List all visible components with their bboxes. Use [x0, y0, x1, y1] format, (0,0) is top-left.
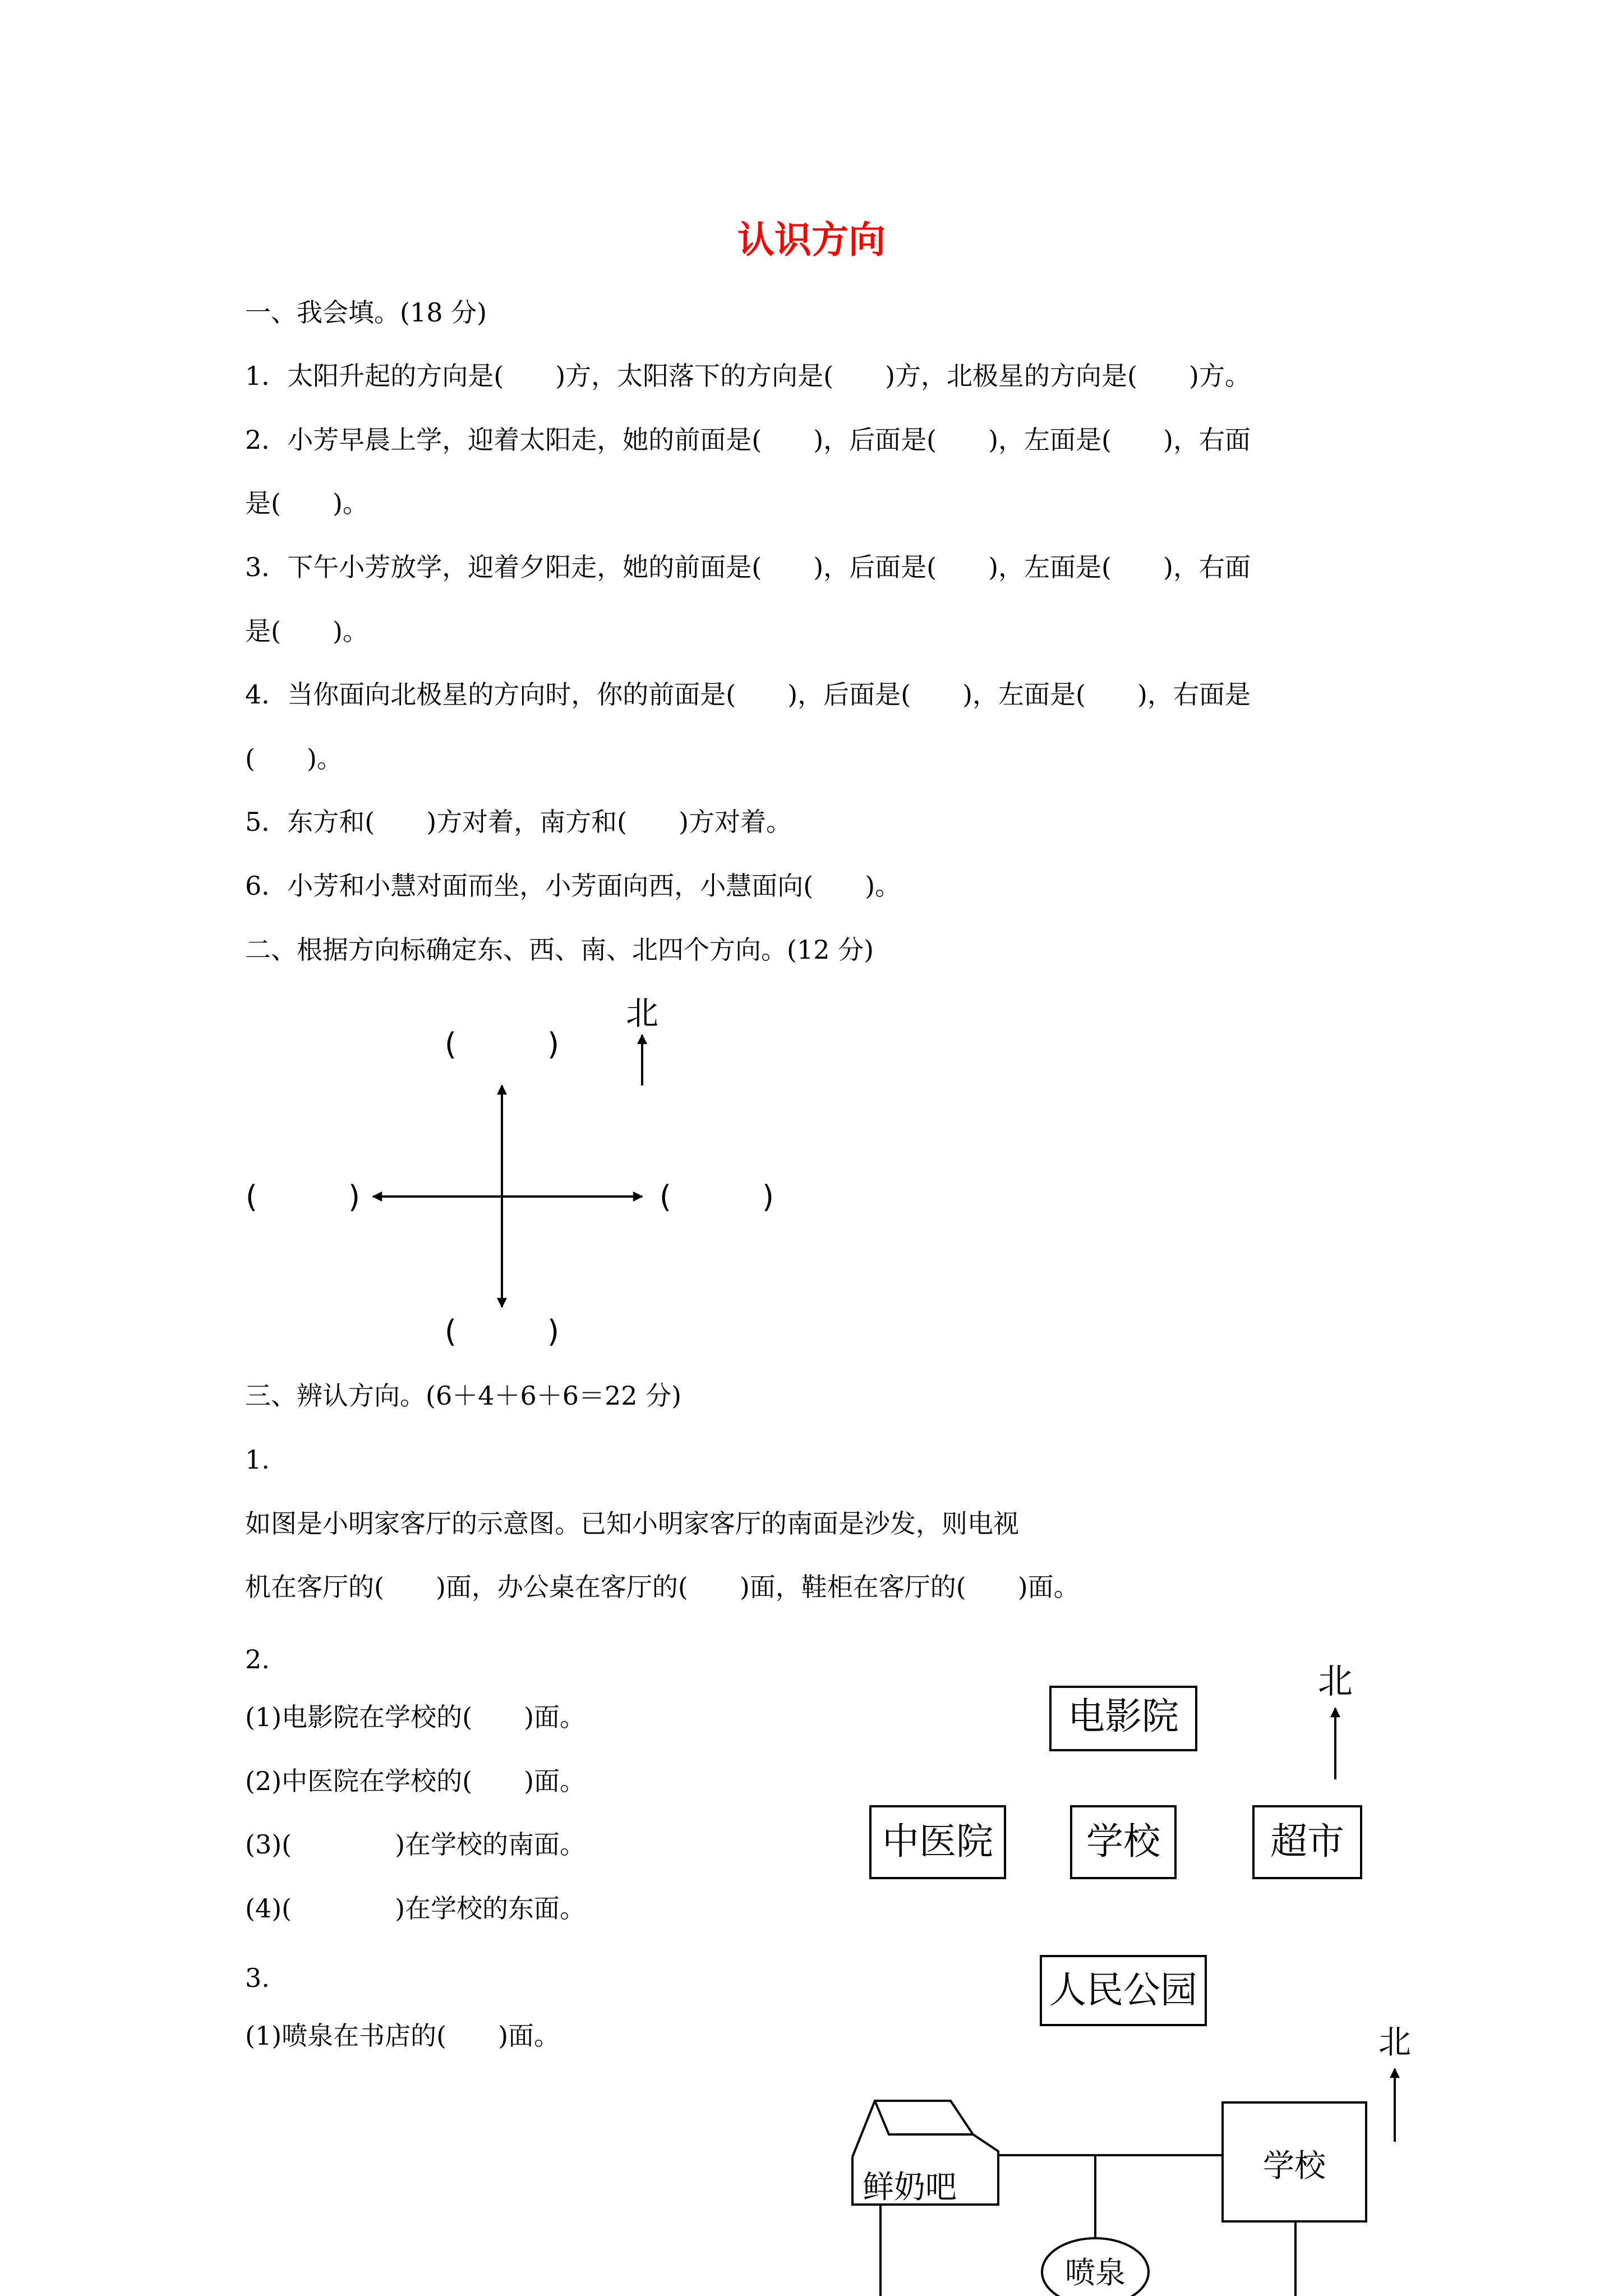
q2-item-3: (3)( )在学校的南面。 [245, 1829, 586, 1860]
q2-map [870, 1660, 1361, 2025]
blank-south: ( ) [444, 1314, 560, 1349]
section1-heading: 一、我会填。(18 分) [245, 297, 487, 328]
section1-line-9: 6．小芳和小慧对面而坐，小芳面向西，小慧面向( )。 [245, 871, 901, 901]
milkbar-roof [852, 2101, 973, 2157]
section1-line-8: 5．东方和( )方对着，南方和( )方对着。 [245, 807, 792, 837]
section1-line-6: 4．当你面向北极星的方向时，你的前面是( )，后面是( )，左面是( )，右面是 [245, 679, 1251, 710]
q2-north-label: 北 [1317, 1660, 1353, 1701]
section1-line-7: ( )。 [245, 743, 343, 774]
milkbar-label: 鲜奶吧 [863, 2169, 957, 2206]
cinema-label: 电影院 [1068, 1695, 1179, 1738]
q2-item-1: (1)电影院在学校的( )面。 [245, 1702, 586, 1732]
q3-number: 3. [245, 1963, 270, 1993]
section3-heading: 三、辨认方向。(6＋4＋6＋6＝22 分) [245, 1381, 682, 1411]
q1-text-2: 机在客厅的( )面，办公桌在客厅的( )面，鞋柜在客厅的( )面。 [245, 1572, 1080, 1602]
hospital-label: 中医院 [882, 1820, 993, 1863]
section1-line-4: 3．下午小芳放学，迎着夕阳走，她的前面是( )，后面是( )，左面是( )，右面 [245, 552, 1251, 582]
q2-item-2: (2)中医院在学校的( )面。 [245, 1766, 586, 1796]
section1-line-1: 1．太阳升起的方向是( )方，太阳落下的方向是( )方，北极星的方向是( )方。 [245, 361, 1251, 391]
north-label: 北 [625, 994, 659, 1032]
q3-north-label: 北 [1378, 2023, 1412, 2061]
q3-item-1: (1)喷泉在书店的( )面。 [245, 2021, 560, 2051]
blank-east: ( ) [659, 1179, 774, 1214]
milkbar-roof-edge [875, 2101, 973, 2134]
section1-line-5: 是( )。 [245, 616, 368, 646]
section1-line-2: 2．小芳早晨上学，迎着太阳走，她的前面是( )，后面是( )，左面是( )，右面 [245, 425, 1251, 455]
market-label: 超市 [1270, 1820, 1344, 1863]
q1-text-1: 如图是小明家客厅的示意图。已知小明家客厅的南面是沙发，则电视 [245, 1508, 1019, 1539]
page-title: 认识方向 [737, 218, 886, 261]
q3-school-label: 学校 [1263, 2148, 1326, 2184]
compass-cross [246, 994, 774, 1349]
q3-map [852, 2023, 1411, 2296]
q1-number: 1. [245, 1444, 270, 1475]
q2-number: 2. [245, 1644, 270, 1674]
park-label: 人民公园 [1049, 1968, 1197, 2012]
section1-line-3: 是( )。 [245, 488, 368, 518]
section2-heading: 二、根据方向标确定东、西、南、北四个方向。(12 分) [245, 935, 874, 965]
blank-west: ( ) [245, 1179, 361, 1214]
q2-item-4: (4)( )在学校的东面。 [245, 1893, 586, 1924]
blank-north: ( ) [444, 1027, 560, 1062]
school-label: 学校 [1086, 1820, 1160, 1863]
fountain-label: 喷泉 [1065, 2255, 1126, 2290]
